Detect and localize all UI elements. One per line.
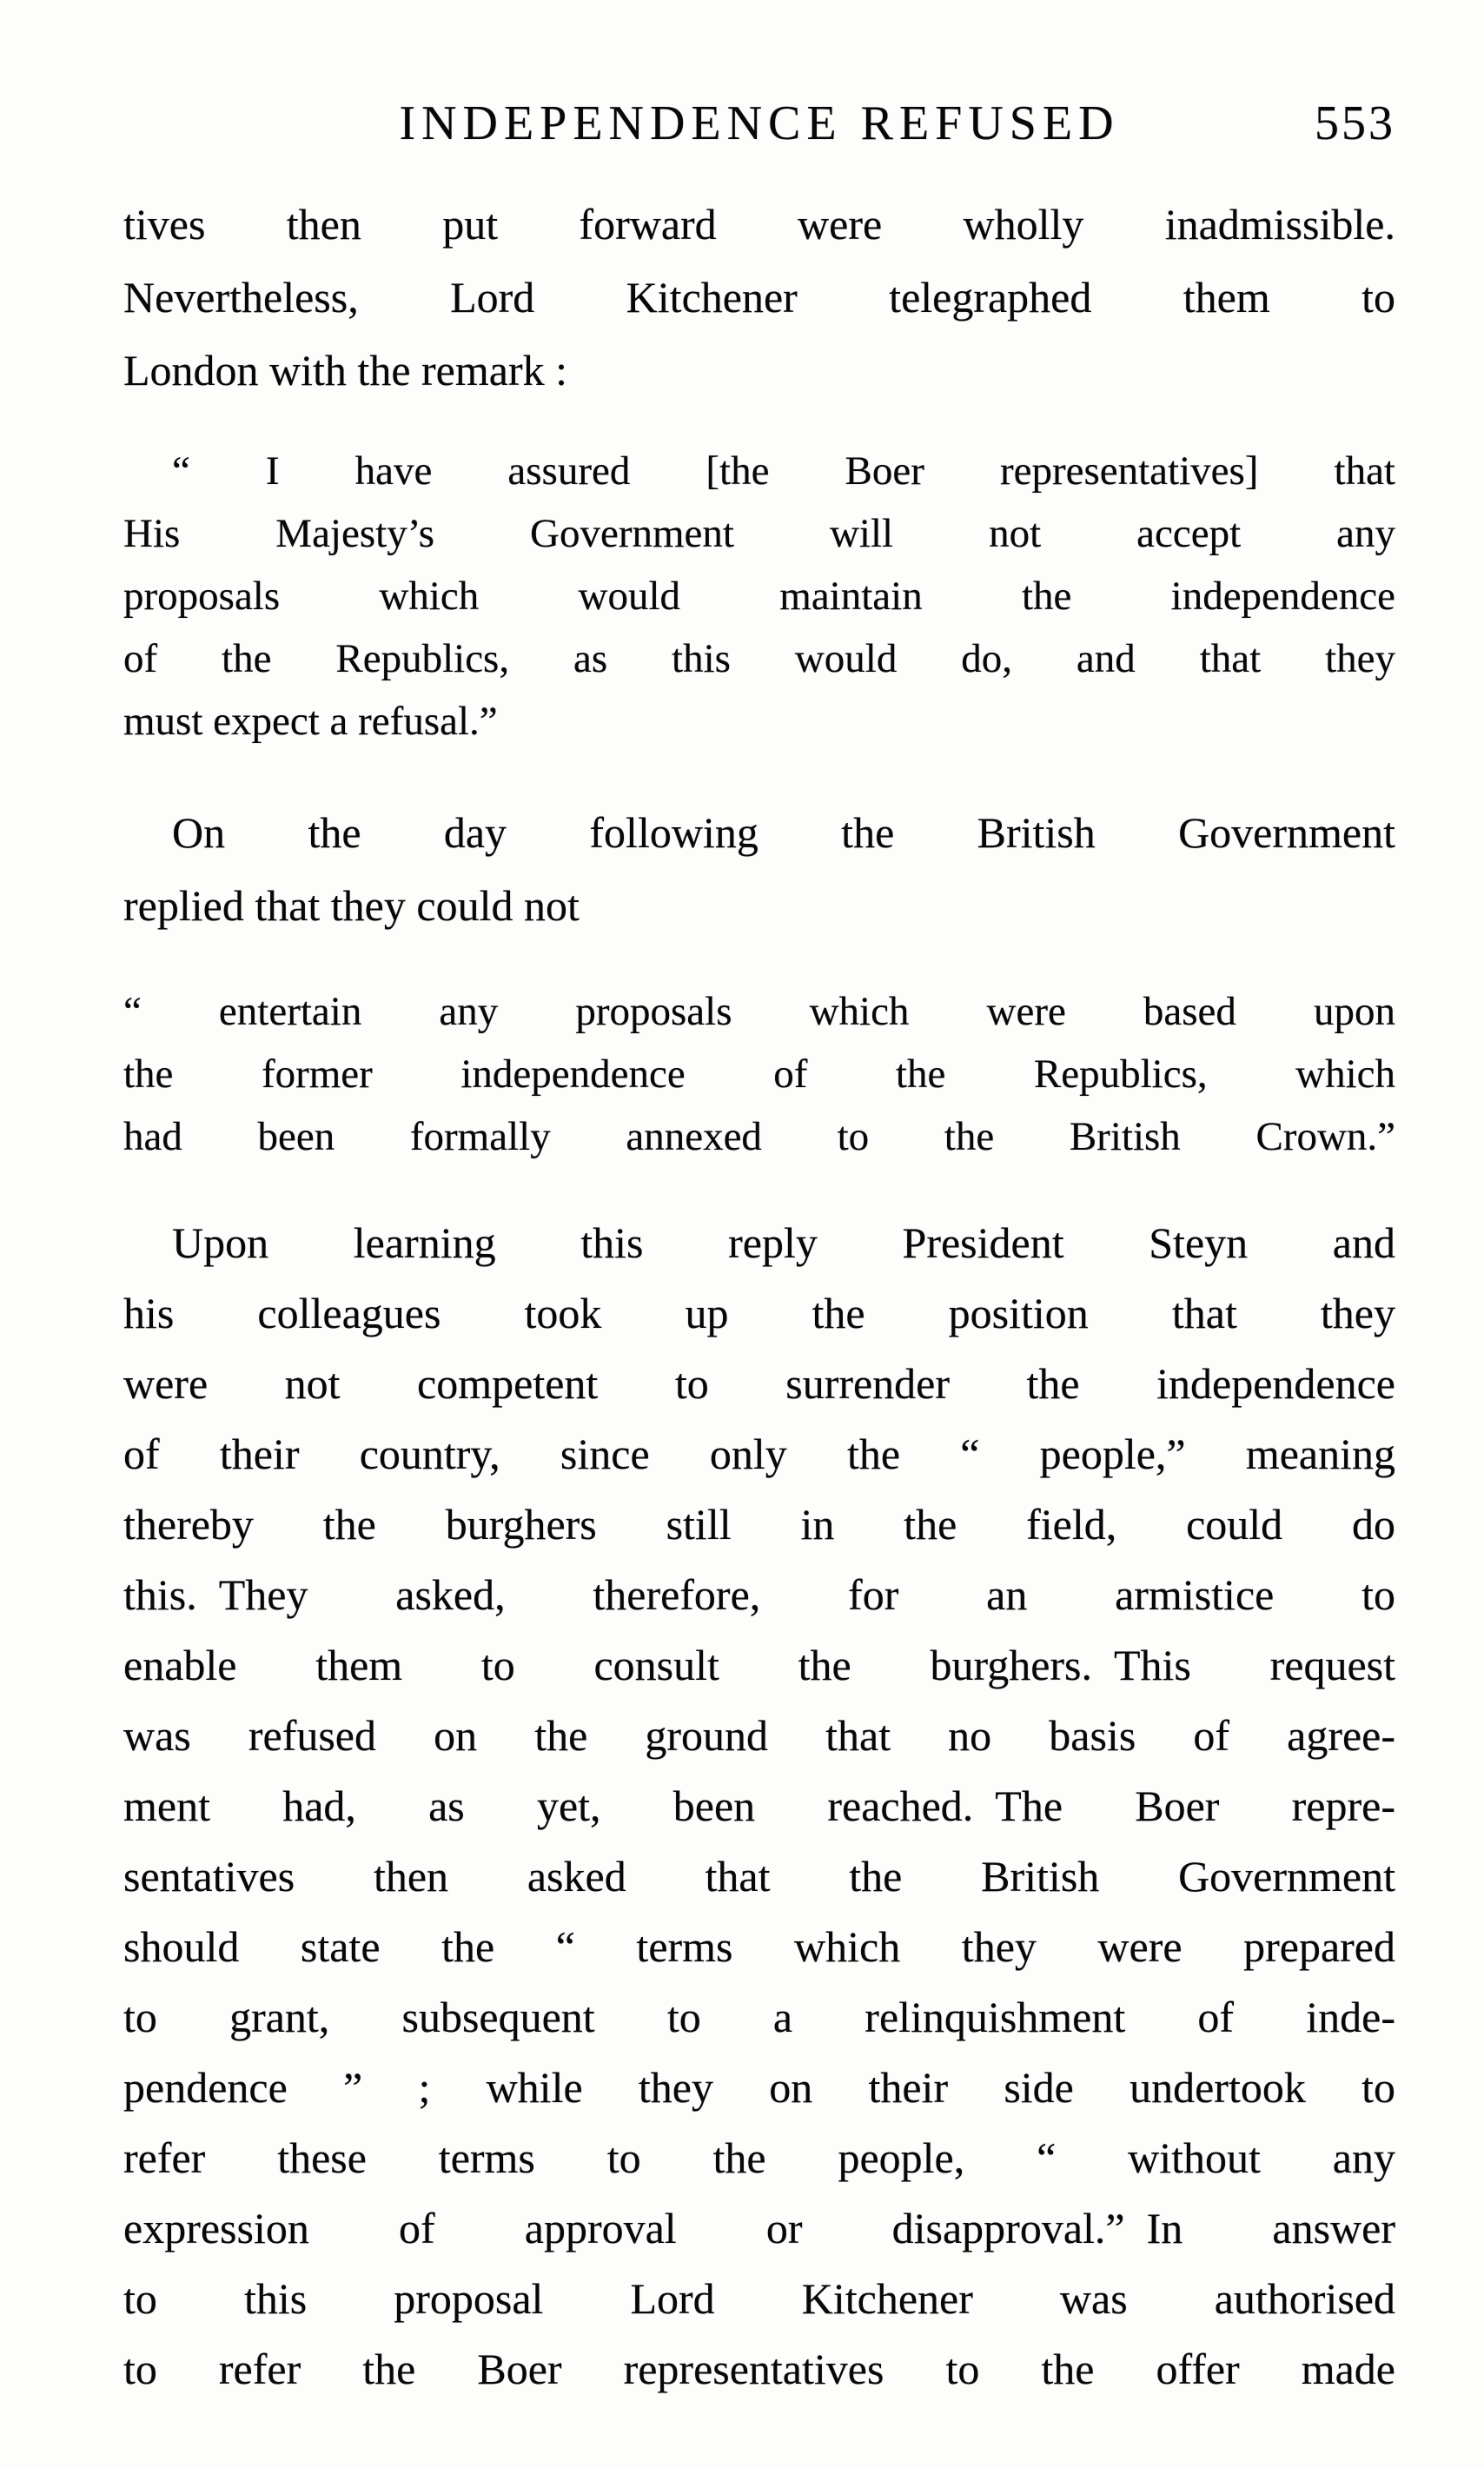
text-line: this. They asked, therefore, for an armistice to <box>123 1570 1395 1619</box>
page-number: 553 <box>1315 96 1395 150</box>
text-line: must expect a refusal.” <box>123 699 498 744</box>
text-line: thereby the burghers still in the field, could do <box>123 1500 1395 1549</box>
text-line: the former independence of the Republics, which <box>123 1052 1395 1097</box>
paragraph <box>123 188 1395 407</box>
page-body <box>123 188 1395 2405</box>
text-line: Nevertheless, Lord Kitchener telegraphed them to <box>123 273 1395 322</box>
text-line: proposals which would maintain the independence <box>123 574 1395 619</box>
text-line: to this proposal Lord Kitchener was authorised <box>123 2274 1395 2323</box>
text-line: should state the “ terms which they were prepared <box>123 1922 1395 1971</box>
block-quote <box>123 980 1395 1168</box>
running-head-title: INDEPENDENCE REFUSED <box>399 96 1120 150</box>
text-line: refer these terms to the people, “ without any <box>123 2133 1395 2182</box>
text-line: His Majesty’s Government will not accept any <box>123 511 1395 556</box>
text-line: On the day following the British Government <box>172 808 1395 857</box>
text-line: pendence ” ; while they on their side undertook to <box>123 2063 1395 2112</box>
text-line: tives then put forward were wholly inadmissible. <box>123 200 1395 249</box>
text-line: expression of approval or disapproval.” In answer <box>123 2204 1395 2252</box>
text-line: “ I have assured [the Boer representatives] that <box>172 448 1395 494</box>
text-line: to refer the Boer representatives to the offer made <box>123 2345 1395 2393</box>
text-line: replied that they could not <box>123 881 580 930</box>
text-line: to grant, subsequent to a relinquishment of inde- <box>123 1993 1395 2041</box>
text-line: “ entertain any proposals which were based upon <box>123 989 1395 1034</box>
text-line: London with the remark : <box>123 346 567 395</box>
running-head <box>123 96 1395 151</box>
text-line: of the Republics, as this would do, and that they <box>123 636 1395 681</box>
text-line: were not competent to surrender the independence <box>123 1359 1395 1408</box>
text-line: Upon learning this reply President Steyn and <box>172 1218 1395 1267</box>
text-line: sentatives then asked that the British Government <box>123 1852 1395 1901</box>
paragraph <box>123 796 1395 942</box>
block-quote <box>123 440 1395 753</box>
text-line: had been formally annexed to the British Crown.” <box>123 1114 1395 1159</box>
text-line: enable them to consult the burghers. This request <box>123 1641 1395 1689</box>
paragraph <box>123 1208 1395 2405</box>
text-line: his colleagues took up the position that they <box>123 1289 1395 1337</box>
text-line: was refused on the ground that no basis of agree- <box>123 1711 1395 1760</box>
text-line: ment had, as yet, been reached. The Boer repre- <box>123 1781 1395 1830</box>
text-line: of their country, since only the “ people,” meaning <box>123 1430 1395 1478</box>
